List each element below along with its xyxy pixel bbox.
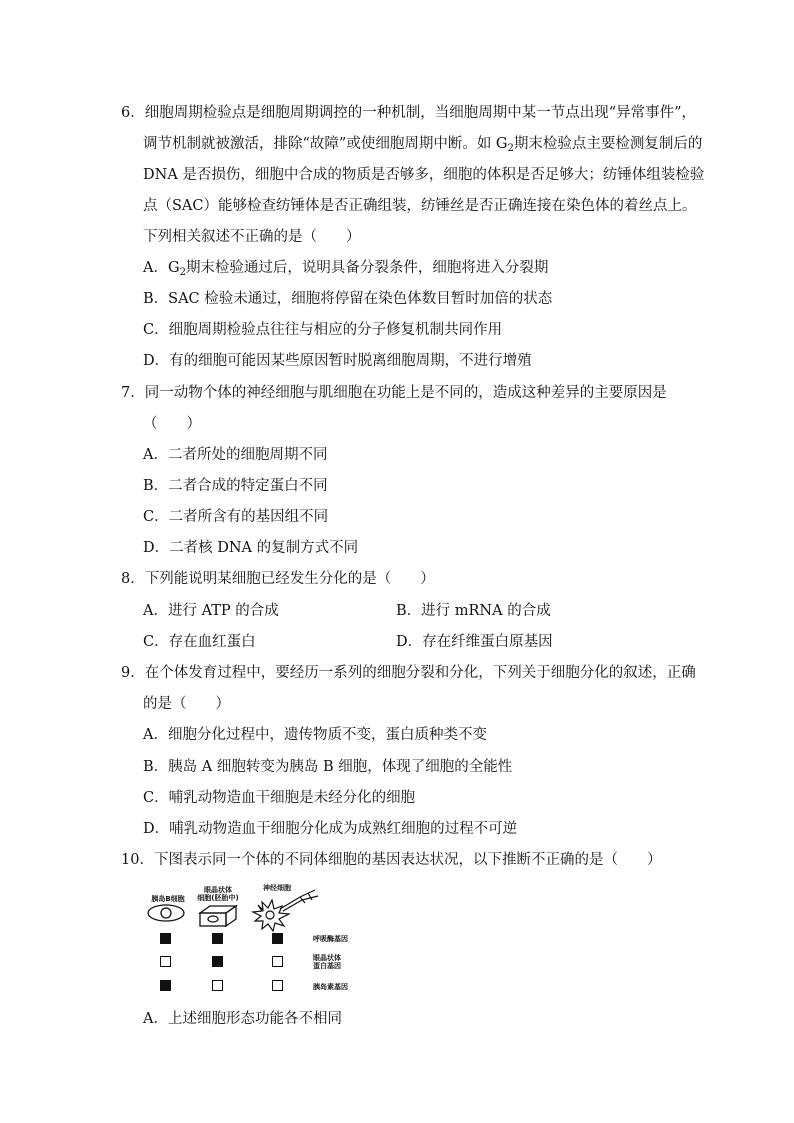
q8-line1: 8．下列能说明某细胞已经发生分化的是（ ） <box>121 571 435 587</box>
gene-label-respiratory-enzyme: 呼吸酶基因 <box>313 935 348 943</box>
matrix-cell-r1-c2 <box>212 933 223 944</box>
q9-option-c: C．哺乳动物造血干细胞是未经分化的细胞 <box>143 790 416 806</box>
matrix-cell-r2-c1 <box>160 956 171 967</box>
lens-cell-drawing <box>200 906 236 926</box>
q6-option-a: A．$G_2$期末检验通过后，说明具备分裂条件，细胞将进入分裂期 <box>143 260 549 278</box>
matrix-cell-r2-c3 <box>272 956 283 967</box>
q6-line4: 点（SAC）能够检查纺锤体是否正确组装，纺锤丝是否正确连接在染色体的着丝点上。 <box>143 198 697 214</box>
cell-label-neuron: 神经细胞 <box>263 884 291 892</box>
q9-option-d: D．哺乳动物造血干细胞分化成为成熟红细胞的过程不可逆 <box>143 821 518 837</box>
q6-option-b: B．SAC 检验未通过，细胞将停留在染色体数目暂时加倍的状态 <box>143 291 553 307</box>
matrix-cell-r1-c1 <box>160 933 171 944</box>
q6-option-d: D．有的细胞可能因某些原因暂时脱离细胞周期，不进行增殖 <box>143 353 532 369</box>
q9-option-b: B．胰岛 A 细胞转变为胰岛 B 细胞，体现了细胞的全能性 <box>143 759 513 775</box>
q9-option-a: A．细胞分化过程中，遗传物质不变，蛋白质种类不变 <box>143 727 487 743</box>
q6-line1: 6．细胞周期检验点是细胞周期调控的一种机制，当细胞周期中某一节点出现“异常事件”， <box>121 105 697 121</box>
q10-line1: 10．下图表示同一个体的不同体细胞的基因表达状况，以下推断不正确的是（ ） <box>121 852 662 868</box>
q6-line5: 下列相关叙述不正确的是（ ） <box>143 229 361 245</box>
q7-option-c: C．二者所含有的基因组不同 <box>143 509 329 525</box>
neuron-drawing <box>253 890 318 931</box>
q7-option-b: B．二者合成的特定蛋白不同 <box>143 478 328 494</box>
q9-line1: 9．在个体发育过程中，要经历一系列的细胞分裂和分化，下列关于细胞分化的叙述，正确 <box>121 665 696 681</box>
q9-line2: 的是（ ） <box>143 696 230 712</box>
q6-line3: DNA 是否损伤，细胞中合成的物质是否够多，细胞的体积是否足够大；纺锤体组装检验 <box>143 167 705 183</box>
cell-label-lens: 眼晶状体 细胞(胚胎中) <box>197 886 239 902</box>
q8-option-d: D．存在纤维蛋白原基因 <box>396 634 553 650</box>
q10-option-a: A．上述细胞形态功能各不相同 <box>143 1011 342 1027</box>
q8-option-b: B．进行 mRNA 的合成 <box>396 603 551 619</box>
q7-line1: 7．同一动物个体的神经细胞与肌细胞在功能上是不同的，造成这种差异的主要原因是 <box>121 385 667 401</box>
gene-label-insulin: 胰岛素基因 <box>313 983 348 991</box>
matrix-cell-r3-c1 <box>160 980 171 991</box>
q7-option-d: D．二者核 DNA 的复制方式不同 <box>143 540 359 556</box>
q8-option-c: C．存在血红蛋白 <box>143 634 256 650</box>
q7-line2: （ ） <box>143 416 201 432</box>
islet-b-cell-drawing <box>148 905 184 921</box>
matrix-cell-r3-c3 <box>272 980 283 991</box>
q6-option-c: C．细胞周期检验点往往与相应的分子修复机制共同作用 <box>143 322 503 338</box>
cell-label-islet-b: 胰岛B细胞 <box>151 895 185 903</box>
q8-option-a: A．进行 ATP 的合成 <box>143 603 279 619</box>
q7-option-a: A．二者所处的细胞周期不同 <box>143 447 328 463</box>
matrix-cell-r2-c2 <box>212 956 223 967</box>
gene-label-lens-protein: 眼晶状体 蛋白基因 <box>313 954 341 970</box>
matrix-cell-r1-c3 <box>272 933 283 944</box>
matrix-cell-r3-c2 <box>212 980 223 991</box>
q6-line2: 调节机制就被激活，排除“故障”或使细胞周期中断。如 $G_2$期末检验点主要检测复制后的 <box>143 136 703 154</box>
